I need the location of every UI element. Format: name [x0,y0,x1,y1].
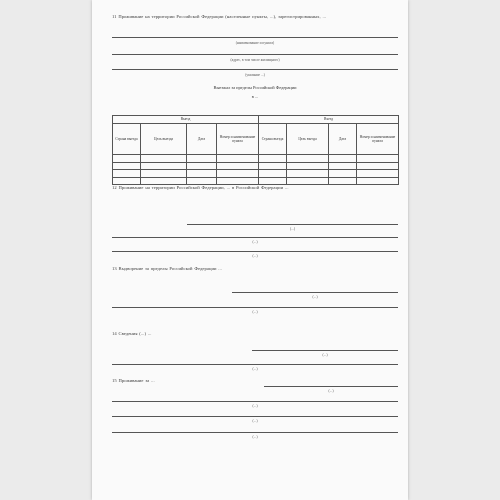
column-header: Страна выезда [113,124,141,155]
fill-caption: (...) [252,240,258,244]
fill-line [112,37,398,38]
column-header: Номер и наименование пункта [217,124,259,155]
table-row [113,170,399,178]
paragraph-15: 15 Проживание за ... [112,378,155,383]
paragraph-14: 14 Сведения (...) ... [112,331,152,336]
fill-line [112,432,398,433]
column-header: Страна въезда [259,124,287,155]
fill-caption: (наименование и пункта) [235,41,275,45]
group-header-entry: Въезд [259,116,399,124]
fill-line [187,224,398,225]
fill-caption: (...) [252,435,258,439]
column-header: Дата [187,124,217,155]
fill-caption: (...) [322,353,328,357]
fill-caption: (...) [289,227,296,231]
fill-caption: (...) [252,310,258,314]
fill-line [112,401,398,402]
table-subtitle: в ... [251,94,259,99]
fill-caption: (...) [252,404,258,408]
fill-line [112,251,398,252]
fill-caption: (указание ...) [245,73,265,77]
fill-caption: (...) [252,367,258,371]
fill-line [112,364,398,365]
table-title: Выезжал за пределы Российской Федерации [213,85,297,90]
fill-caption: (...) [328,389,334,393]
group-header-exit: Выезд [113,116,259,124]
fill-line [112,237,398,238]
fill-caption: (адрес, в том числе жилищного) [230,58,280,62]
column-header: Цель въезда [287,124,329,155]
column-header: Номер и наименование пункта [357,124,399,155]
column-header: Цель выезда [141,124,187,155]
travel-table [112,115,399,185]
fill-line [112,54,398,55]
paragraph-12: 12 Проживание на территории Российской Федерации, ... в Российской Федерации ... [112,185,289,190]
fill-line [112,69,398,70]
fill-line [112,307,398,308]
document-page [92,0,408,500]
fill-line [232,292,398,293]
column-header: Дата [329,124,357,155]
fill-line [252,350,398,351]
table-row [113,177,399,185]
table-row [113,155,399,163]
fill-caption: (...) [252,254,258,258]
paragraph-10: 11 Проживание на территории Российской Федерации (населенные пункты, ...), зарегистрированных, ... [112,14,327,19]
fill-caption: (...) [312,295,318,299]
paragraph-13: 13 Выдворение за пределы Российской Федерации ... [112,266,222,271]
fill-line [264,386,398,387]
fill-caption: (...) [252,419,258,423]
table-row [113,162,399,170]
fill-line [112,416,398,417]
